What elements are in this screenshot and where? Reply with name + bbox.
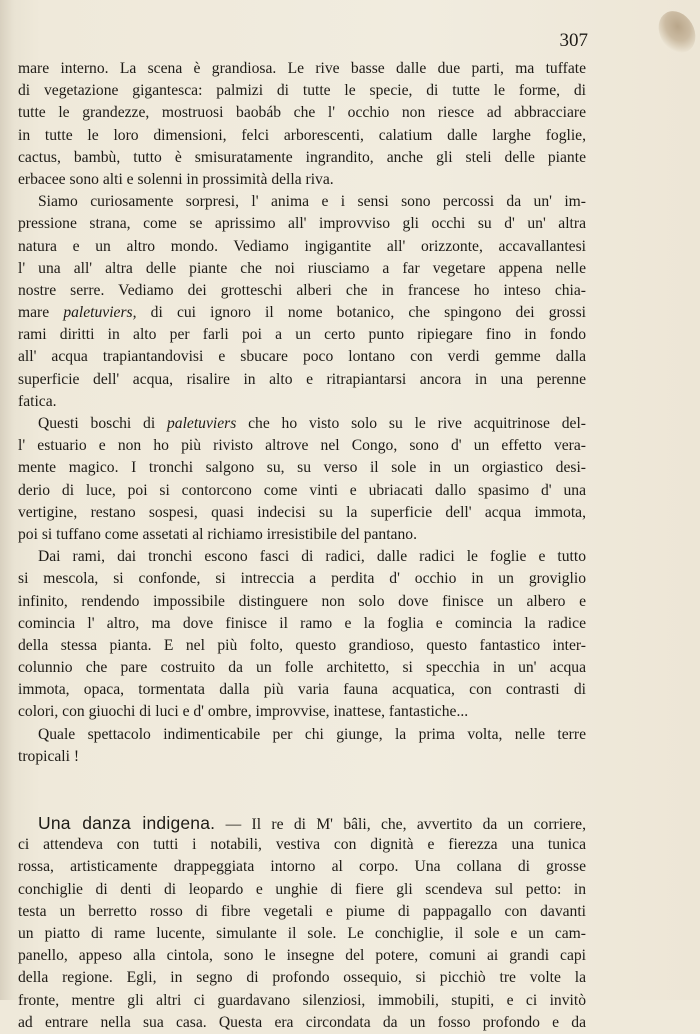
text-line: di vegetazione gigantesca: palmizi di tutte le specie, di tutte le forme, di bbox=[18, 82, 586, 100]
page-number: 307 bbox=[559, 30, 588, 51]
text-line: colunnio che pare costruito da un folle architetto, si specchia in un' acqua bbox=[18, 659, 586, 677]
text-line: natura e un altro mondo. Vediamo ingigantite all' orizzonte, accavallantesi bbox=[18, 237, 586, 255]
text-line-mixed bbox=[18, 302, 586, 324]
text-line: infinito, rendendo impossibile distinguere non solo dove finisce un albero e bbox=[18, 592, 586, 610]
text-line: della stessa pianta. E nel più folto, questo grandioso, questo fantastico inter- bbox=[18, 636, 586, 654]
section-una-danza-indigena bbox=[18, 812, 586, 1034]
text-line: superficie dell' acqua, risalire in alto e ritrapiantarsi ancora in una perenne bbox=[18, 370, 586, 388]
text-line: tropicali ! bbox=[18, 747, 80, 765]
paper-stain bbox=[651, 4, 700, 59]
text-fragment: Questi boschi di bbox=[38, 415, 167, 432]
text-line: fronte, mentre gli altri ci guardavano silenziosi, immobili, stupiti, e ci invitò bbox=[18, 991, 586, 1009]
text-line: Siamo curiosamente sorpresi, l' anima e i sensi sono percossi da un' im- bbox=[38, 193, 586, 211]
text-line: ci attendeva con tutti i notabili, vestiva con dignità e fierezza una tunica bbox=[18, 836, 586, 854]
text-line: erbacee sono alti e solenni in prossimità della riva. bbox=[18, 170, 334, 188]
text-line: nostre serre. Vediamo dei grotteschi alberi che in francese ho inteso chia- bbox=[18, 281, 586, 299]
text-line: Quale spettacolo indimenticabile per chi giunge, la prima volta, nelle terre bbox=[38, 725, 586, 743]
text-line-mixed bbox=[18, 812, 586, 834]
text-line: fatica. bbox=[18, 392, 57, 410]
section-spacer bbox=[18, 768, 586, 812]
text-line: l' una all' altra delle piante che noi riusciamo a far vegetare appena nelle bbox=[18, 259, 586, 277]
text-line: colori, con giuochi di luci e d' ombre, improvvise, inattese, fantastiche... bbox=[18, 703, 469, 721]
text-line: rossa, artisticamente drappeggiata intorno al corpo. Una collana di grosse bbox=[18, 858, 586, 876]
italic-term: paletuviers bbox=[167, 415, 237, 432]
text-line: Dai rami, dai tronchi escono fasci di radici, dalle radici le foglie e tutto bbox=[38, 548, 586, 566]
italic-term: paletuviers, bbox=[63, 304, 137, 322]
text-line: della regione. Egli, in segno di profondo ossequio, si picchiò tre volte la bbox=[18, 969, 586, 987]
text-line: rami diritti in alto per farli poi a un certo punto ripiegare fino in fondo bbox=[18, 326, 586, 344]
text-line: l' estuario e non ho più rivisto altrove nel Congo, sono d' un effetto vera- bbox=[18, 437, 586, 455]
text-line: immota, opaca, tormentata dalla più varia fauna acquatica, con contrasti di bbox=[18, 681, 586, 699]
text-line-mixed bbox=[18, 413, 586, 435]
text-fragment: mare bbox=[18, 304, 50, 322]
text-fragment: che ho visto solo su le rive acquitrinose del- bbox=[236, 415, 586, 432]
body-text bbox=[18, 58, 586, 1034]
text-line: un piatto di rame lucente, simulante il sole. Le conchiglie, il sole e un cam- bbox=[18, 924, 586, 942]
text-line: vertigine, restano sospesi, quasi indecisi su la superficie dell' acqua immota, bbox=[18, 503, 586, 521]
text-fragment: — Il re di M' bâli, che, avvertito da un corriere, bbox=[215, 816, 586, 833]
text-line: in tutte le loro dimensioni, felci arborescenti, calatium dalle larghe foglie, bbox=[18, 126, 586, 144]
paragraph-5 bbox=[18, 724, 586, 768]
text-line: cactus, bambù, tutto è smisuratamente ingrandito, anche gli steli delle piante bbox=[18, 148, 586, 166]
text-line: mare interno. La scena è grandiosa. Le rive basse dalle due parti, ma tuffate bbox=[18, 60, 586, 77]
text-line: comincia l' altro, ma dove finisce il ramo e la foglia e comincia la radice bbox=[18, 614, 586, 632]
text-line: mente magico. I tronchi salgono su, su verso il sole in un orgiastico desi- bbox=[18, 459, 586, 477]
text-line: tutte le grandezze, mostruosi baobáb che l' occhio non riesce ad abbracciare bbox=[18, 104, 586, 122]
text-line: poi si tuffano come assetati al richiamo irresistibile del pantano. bbox=[18, 525, 417, 543]
text-line: si mescola, si confonde, si intreccia a perdita d' occhio in un groviglio bbox=[18, 570, 586, 588]
paragraph-4 bbox=[18, 546, 586, 724]
text-line: all' acqua trapiantandovisi e sbucare poco lontano con verdi gemme dalla bbox=[18, 348, 586, 366]
text-line: conchiglie di denti di leopardo e unghie di fiere gli scendeva sul petto: in bbox=[18, 880, 586, 898]
text-fragment: di cui ignoro il nome botanico, che spingono dei grossi bbox=[136, 304, 586, 322]
text-line: derio di luce, poi si contorcono come vinti e ubriacati dallo spasimo d' una bbox=[18, 481, 586, 499]
paragraph-1 bbox=[18, 58, 586, 191]
paragraph-3 bbox=[18, 413, 586, 546]
text-line: pressione strana, come se aprissimo all' improvviso gli occhi su d' un' altra bbox=[18, 215, 586, 233]
text-line: ad entrare nella sua casa. Questa era circondata da un fosso profondo e da bbox=[18, 1013, 586, 1031]
paragraph-2 bbox=[18, 191, 586, 413]
text-line: panello, appeso alla cintola, sono le insegne del potere, comuni ai grandi capi bbox=[18, 947, 586, 965]
section-title: Una danza indigena. bbox=[38, 813, 216, 833]
text-line: testa un berretto rosso di fibre vegetali e piume di pappagallo con davanti bbox=[18, 902, 586, 920]
